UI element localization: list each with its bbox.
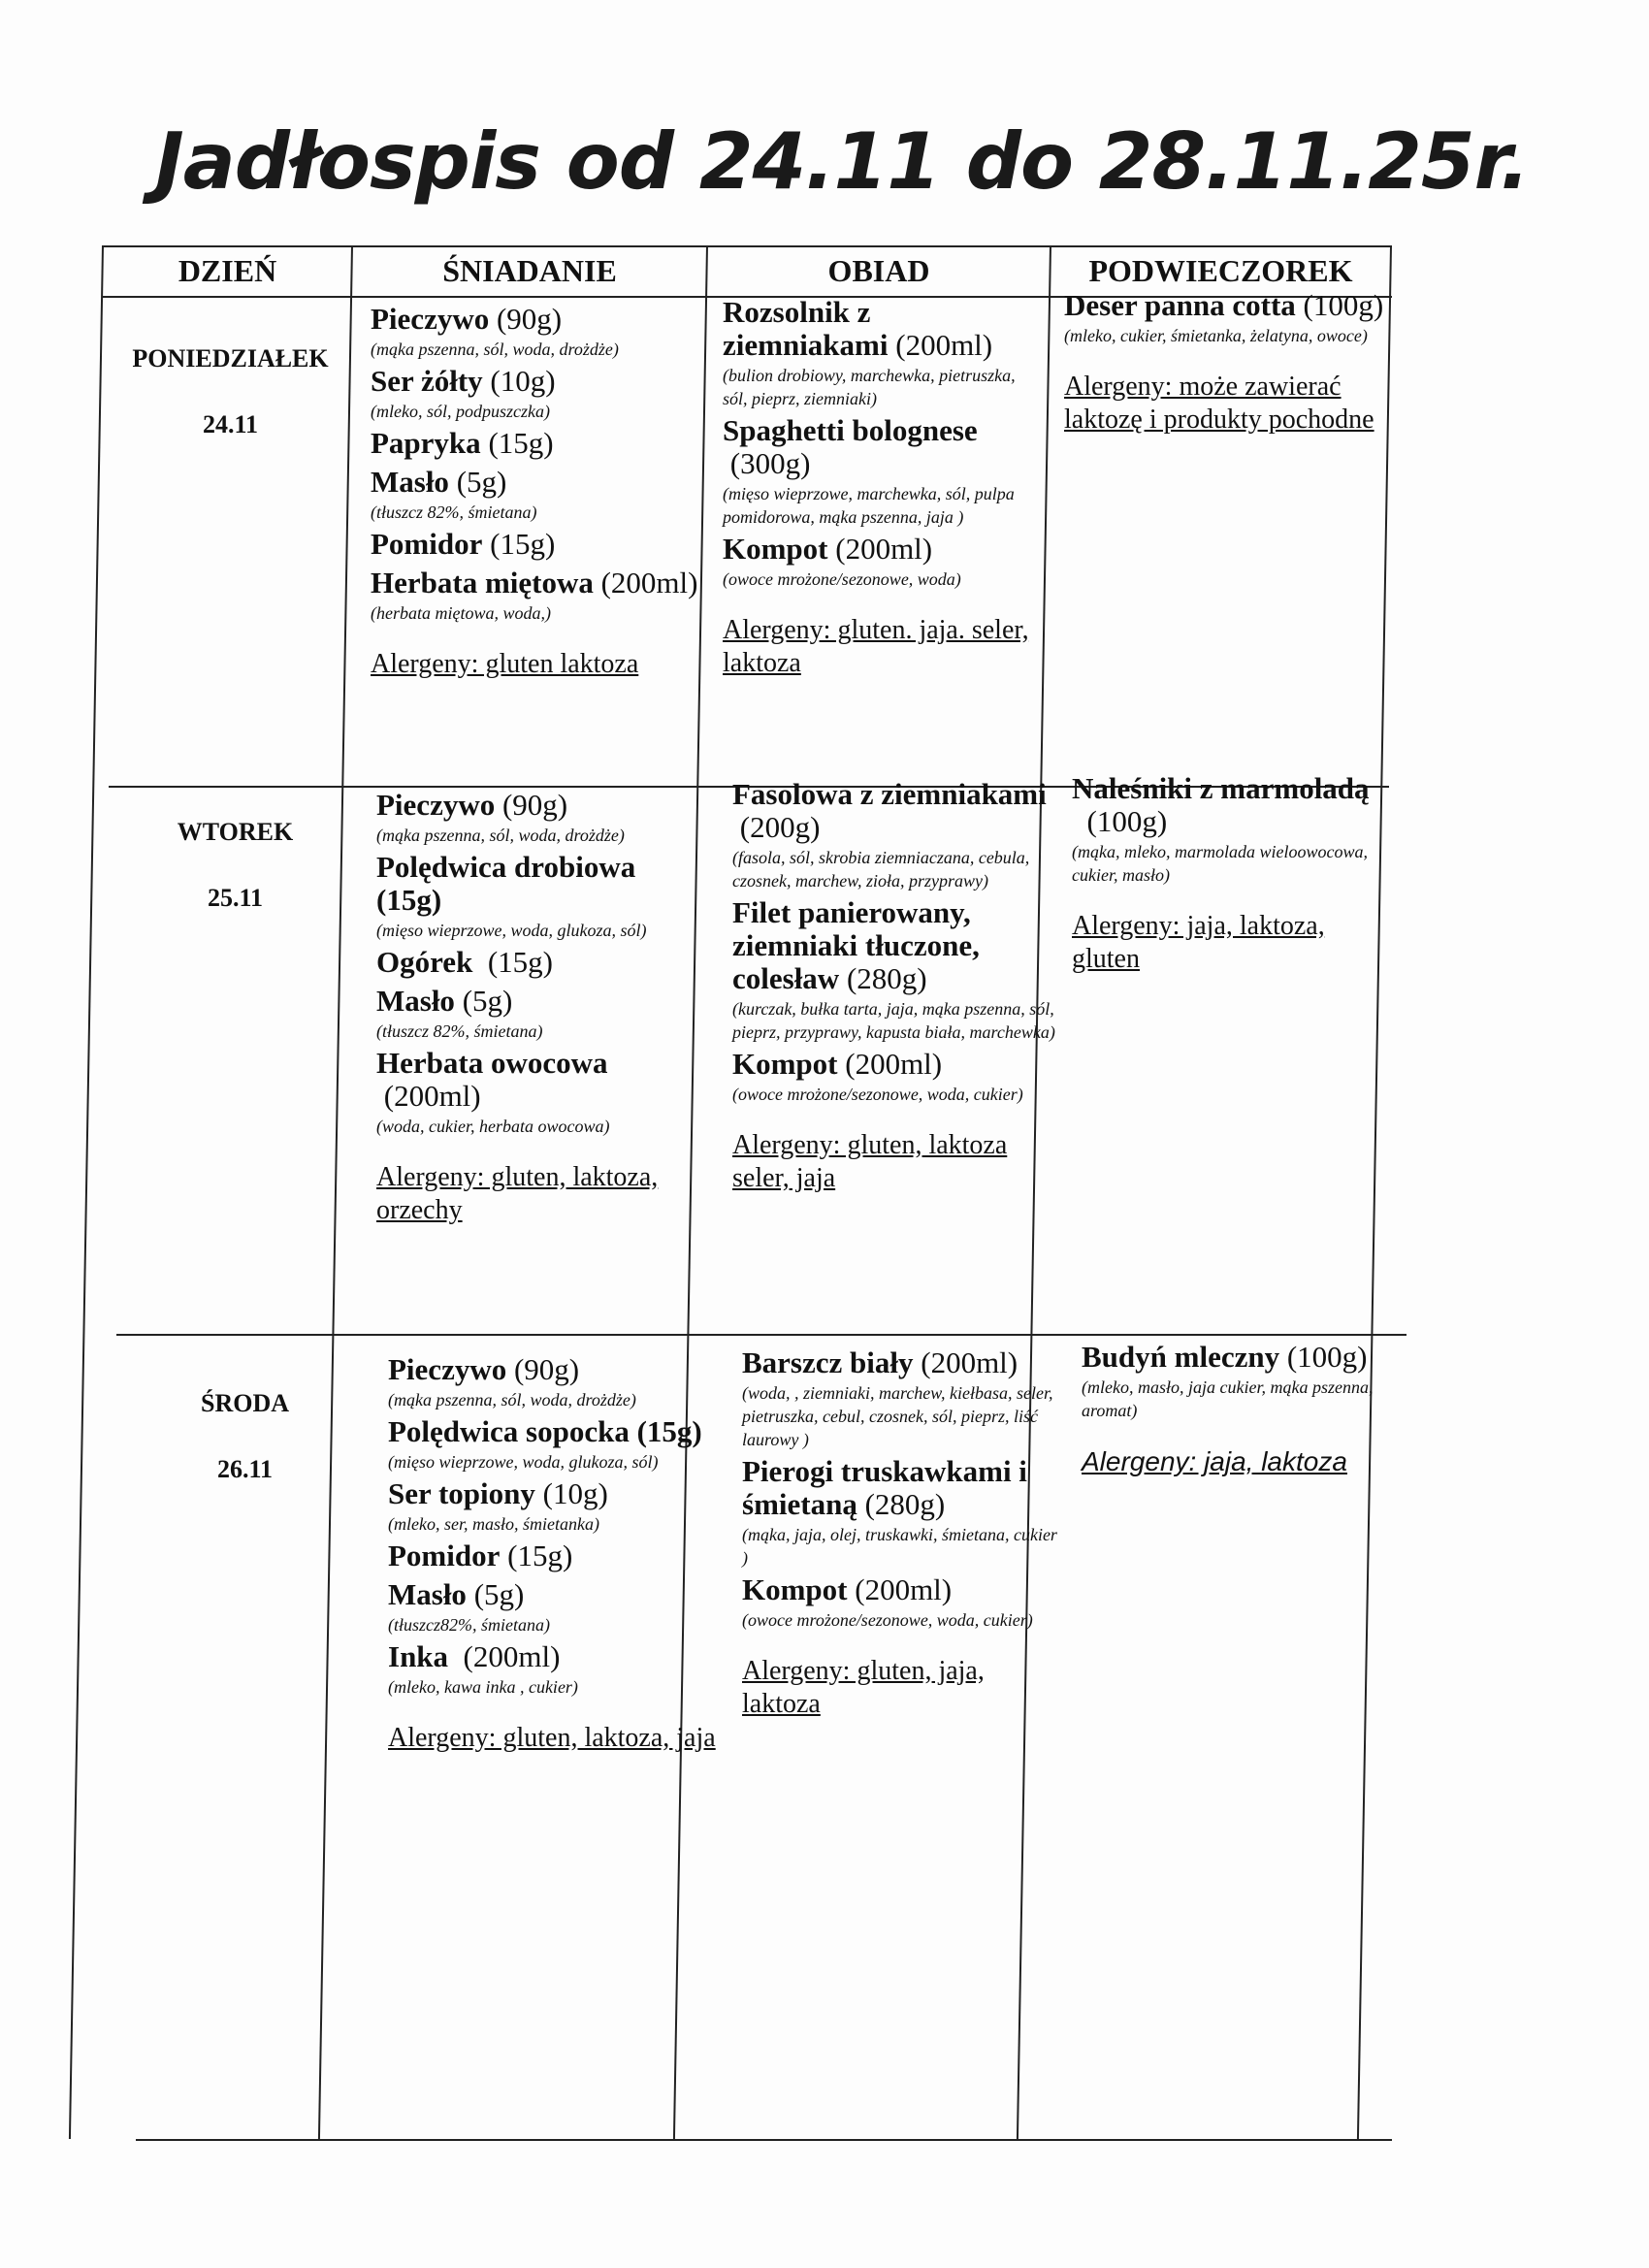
menu-item-quantity: (200g) bbox=[732, 810, 821, 844]
day-label-monday bbox=[107, 344, 354, 439]
cell-mon-snack bbox=[1064, 289, 1384, 437]
allergens-note: Alergeny: gluten, jaja, laktoza bbox=[742, 1656, 985, 1719]
menu-item-ingredients: (owoce mrożone/sezonowe, woda) bbox=[723, 569, 961, 589]
menu-item bbox=[1064, 289, 1384, 322]
menu-item-ingredients: (owoce mrożone/sezonowe, woda, cukier) bbox=[742, 1610, 1033, 1630]
menu-item bbox=[388, 1477, 723, 1510]
menu-item-ingredients: (owoce mrożone/sezonowe, woda, cukier) bbox=[732, 1085, 1023, 1104]
menu-item-name: Kompot bbox=[732, 1047, 838, 1081]
day-date: 26.11 bbox=[216, 1455, 274, 1483]
menu-item-ingredients: (kurczak, bułka tarta, jaja, mąka pszenna, sól, pieprz, przyprawy, kapusta biała, marchewka) bbox=[732, 999, 1055, 1042]
menu-item-quantity: (200ml) bbox=[827, 532, 933, 566]
menu-item-name: Herbata miętowa bbox=[371, 566, 594, 599]
menu-item-ingredients: (mąka pszenna, sól, woda, drożdże) bbox=[371, 340, 619, 359]
menu-item bbox=[388, 1415, 723, 1448]
menu-item-ingredients: (bulion drobiowy, marchewka, pietruszka, sól, pieprz, ziemniaki) bbox=[723, 366, 1016, 408]
menu-item bbox=[732, 896, 1057, 995]
cell-tue-snack bbox=[1072, 772, 1392, 976]
header-day: DZIEŃ bbox=[178, 253, 277, 288]
menu-item bbox=[371, 466, 700, 499]
allergens-note: Alergeny: jaja, laktoza, gluten bbox=[1072, 911, 1325, 974]
menu-item-name: Pieczywo bbox=[371, 302, 490, 336]
menu-item-ingredients: (herbata miętowa, woda,) bbox=[371, 603, 551, 623]
menu-item-quantity: (200ml) bbox=[448, 1639, 561, 1673]
day-label-tuesday bbox=[112, 818, 359, 913]
allergens-note: Alergeny: gluten, laktoza, orzechy bbox=[376, 1162, 659, 1225]
day-label-wednesday bbox=[121, 1389, 369, 1484]
menu-item-quantity: (200ml) bbox=[888, 328, 993, 362]
menu-item-ingredients: (mąka, jaja, olej, truskawki, śmietana, cukier ) bbox=[742, 1525, 1057, 1568]
menu-item-ingredients: (mleko, cukier, śmietanka, żelatyna, owoce) bbox=[1064, 326, 1368, 345]
menu-item bbox=[371, 567, 700, 599]
menu-item-name: Deser panna cotta bbox=[1064, 288, 1296, 322]
menu-item-name: Rozsolnik z ziemniakami bbox=[723, 295, 889, 362]
menu-item-quantity: (10g) bbox=[482, 364, 556, 398]
menu-item-ingredients: (mleko, ser, masło, śmietanka) bbox=[388, 1514, 599, 1534]
menu-item bbox=[371, 427, 700, 460]
allergens-note: Alergeny: gluten, laktoza seler, jaja bbox=[732, 1130, 1008, 1193]
cell-tue-lunch bbox=[732, 778, 1057, 1195]
day-name: ŚRODA bbox=[200, 1389, 289, 1417]
menu-item-ingredients: (mleko, sól, podpuszczka) bbox=[371, 402, 550, 421]
menu-item bbox=[732, 778, 1057, 844]
menu-item-name: Spaghetti bolognese bbox=[723, 413, 978, 447]
menu-item-quantity: (200ml) bbox=[913, 1345, 1018, 1379]
menu-item bbox=[1072, 772, 1392, 838]
menu-item-name: Inka bbox=[388, 1639, 449, 1673]
menu-item-ingredients: (mleko, masło, jaja cukier, mąka pszenna, aromat) bbox=[1082, 1377, 1374, 1420]
menu-item-ingredients: (mięso wieprzowe, woda, glukoza, sól) bbox=[376, 921, 647, 940]
menu-item bbox=[371, 528, 700, 561]
cell-wed-lunch bbox=[742, 1346, 1067, 1721]
menu-item-ingredients: (tłuszcz82%, śmietana) bbox=[388, 1615, 550, 1635]
menu-item-ingredients: (fasola, sól, skrobia ziemniaczana, cebula, czosnek, marchew, zioła, przyprawy) bbox=[732, 848, 1030, 891]
menu-item-name: Polędwica sopocka (15g) bbox=[388, 1414, 702, 1448]
menu-item-name: Fasolowa z ziemniakami bbox=[732, 777, 1047, 811]
menu-item-quantity: (90g) bbox=[495, 788, 568, 822]
menu-item-name: Polędwica drobiowa (15g) bbox=[376, 850, 636, 917]
row-divider-2 bbox=[116, 1334, 1406, 1336]
menu-item-ingredients: (tłuszcz 82%, śmietana) bbox=[376, 1021, 543, 1041]
allergens-note: Alergeny: jaja, laktoza bbox=[1082, 1446, 1347, 1476]
table-border-right bbox=[1357, 245, 1392, 2139]
menu-item-ingredients: (mięso wieprzowe, woda, glukoza, sól) bbox=[388, 1452, 659, 1472]
menu-item bbox=[388, 1539, 723, 1572]
menu-item-quantity: (10g) bbox=[534, 1476, 608, 1510]
menu-item bbox=[371, 303, 700, 336]
menu-item-quantity: (280g) bbox=[857, 1487, 946, 1521]
menu-item-name: Pieczywo bbox=[376, 788, 496, 822]
menu-item bbox=[388, 1640, 723, 1673]
header-lunch: OBIAD bbox=[827, 253, 930, 288]
menu-item-quantity: (15g) bbox=[472, 945, 553, 979]
menu-item bbox=[1082, 1341, 1402, 1374]
cell-wed-breakfast bbox=[388, 1353, 723, 1755]
menu-item bbox=[742, 1573, 1067, 1606]
menu-item bbox=[723, 414, 1043, 480]
page-title: Jadłospis od 24.11 do 28.11.25r. bbox=[155, 116, 1530, 207]
menu-item bbox=[371, 365, 700, 398]
table-border-left bbox=[69, 245, 104, 2139]
cell-mon-breakfast bbox=[371, 303, 700, 681]
menu-item bbox=[376, 789, 706, 822]
day-date: 24.11 bbox=[202, 410, 259, 438]
menu-item bbox=[388, 1578, 723, 1611]
cell-tue-breakfast bbox=[376, 789, 706, 1227]
menu-item-quantity: (15g) bbox=[500, 1539, 573, 1572]
menu-item-quantity: (100g) bbox=[1295, 288, 1384, 322]
header-snack: PODWIECZOREK bbox=[1088, 253, 1353, 288]
menu-item-quantity: (200ml) bbox=[376, 1079, 481, 1113]
cell-wed-snack bbox=[1082, 1341, 1402, 1478]
menu-item-quantity: (200ml) bbox=[837, 1047, 943, 1081]
menu-item-name: Masło bbox=[371, 465, 449, 499]
menu-item-name: Kompot bbox=[742, 1572, 848, 1606]
menu-item-name: Pomidor bbox=[388, 1539, 501, 1572]
menu-item-name: Barszcz biały bbox=[742, 1345, 914, 1379]
header-breakfast: ŚNIADANIE bbox=[442, 253, 617, 288]
menu-item-ingredients: (tłuszcz 82%, śmietana) bbox=[371, 502, 537, 522]
menu-item bbox=[723, 533, 1043, 566]
allergens-note: Alergeny: może zawierać laktozę i produkty pochodne bbox=[1064, 372, 1374, 435]
menu-item-quantity: (15g) bbox=[482, 527, 556, 561]
menu-item-name: Naleśniki z marmoladą bbox=[1072, 771, 1370, 805]
menu-item-ingredients: (mąka pszenna, sól, woda, drożdże) bbox=[376, 826, 625, 845]
day-name: WTOREK bbox=[177, 818, 294, 846]
menu-item-name: Ser żółty bbox=[371, 364, 483, 398]
menu-item-name: Ser topiony bbox=[388, 1476, 535, 1510]
menu-item-name: Masło bbox=[388, 1577, 467, 1611]
menu-item-ingredients: (woda, , ziemniaki, marchew, kiełbasa, seler, pietruszka, cebul, czosnek, sól, pieprz, liść laurowy ) bbox=[742, 1383, 1053, 1449]
menu-item-name: Papryka bbox=[371, 426, 481, 460]
menu-item bbox=[376, 985, 706, 1018]
menu-item-name: Ogórek bbox=[376, 945, 473, 979]
allergens-note: Alergeny: gluten, laktoza, jaja bbox=[388, 1723, 716, 1753]
menu-item-name: Masło bbox=[376, 984, 455, 1018]
menu-item-quantity: (100g) bbox=[1072, 804, 1168, 838]
menu-item-name: Kompot bbox=[723, 532, 828, 566]
table-border-bottom bbox=[136, 2139, 1392, 2141]
menu-item bbox=[376, 1047, 706, 1113]
menu-item-name: Pomidor bbox=[371, 527, 483, 561]
cell-mon-lunch bbox=[723, 296, 1043, 680]
menu-item-quantity: (5g) bbox=[466, 1577, 525, 1611]
menu-item-quantity: (90g) bbox=[489, 302, 563, 336]
col-divider-1 bbox=[318, 245, 353, 2139]
menu-item-quantity: (90g) bbox=[506, 1352, 580, 1386]
menu-item-ingredients: (mleko, kawa inka , cukier) bbox=[388, 1677, 578, 1697]
menu-item-ingredients: (mąka pszenna, sól, woda, drożdże) bbox=[388, 1390, 636, 1409]
day-name: PONIEDZIAŁEK bbox=[132, 344, 329, 373]
menu-item-quantity: (280g) bbox=[839, 961, 927, 995]
menu-item bbox=[732, 1048, 1057, 1081]
menu-item-ingredients: (mięso wieprzowe, marchewka, sól, pulpa pomidorowa, mąka pszenna, jaja ) bbox=[723, 484, 1015, 527]
menu-item bbox=[388, 1353, 723, 1386]
menu-item bbox=[742, 1455, 1067, 1521]
menu-item bbox=[742, 1346, 1067, 1379]
menu-item-name: Filet panierowany, ziemniaki tłuczone, colesław bbox=[732, 895, 980, 995]
menu-item bbox=[376, 946, 706, 979]
menu-item-name: Pieczywo bbox=[388, 1352, 507, 1386]
day-date: 25.11 bbox=[207, 884, 264, 912]
menu-item-quantity: (5g) bbox=[448, 465, 507, 499]
menu-item-ingredients: (mąka, mleko, marmolada wieloowocowa, cukier, masło) bbox=[1072, 842, 1368, 885]
menu-item-name: Budyń mleczny bbox=[1082, 1340, 1280, 1374]
allergens-note: Alergeny: gluten laktoza bbox=[371, 649, 639, 679]
menu-item-name: Herbata owocowa bbox=[376, 1046, 608, 1080]
menu-item-quantity: (5g) bbox=[454, 984, 513, 1018]
menu-item-quantity: (300g) bbox=[723, 446, 811, 480]
menu-item-quantity: (15g) bbox=[480, 426, 554, 460]
menu-item-name: Pierogi truskawkami i śmietaną bbox=[742, 1454, 1027, 1521]
menu-item-quantity: (200ml) bbox=[593, 566, 698, 599]
menu-item bbox=[376, 851, 706, 917]
menu-item-quantity: (200ml) bbox=[847, 1572, 953, 1606]
menu-item-ingredients: (woda, cukier, herbata owocowa) bbox=[376, 1117, 610, 1136]
menu-item-quantity: (100g) bbox=[1279, 1340, 1368, 1374]
menu-item bbox=[723, 296, 1043, 362]
allergens-note: Alergeny: gluten. jaja. seler, laktoza bbox=[723, 615, 1029, 678]
